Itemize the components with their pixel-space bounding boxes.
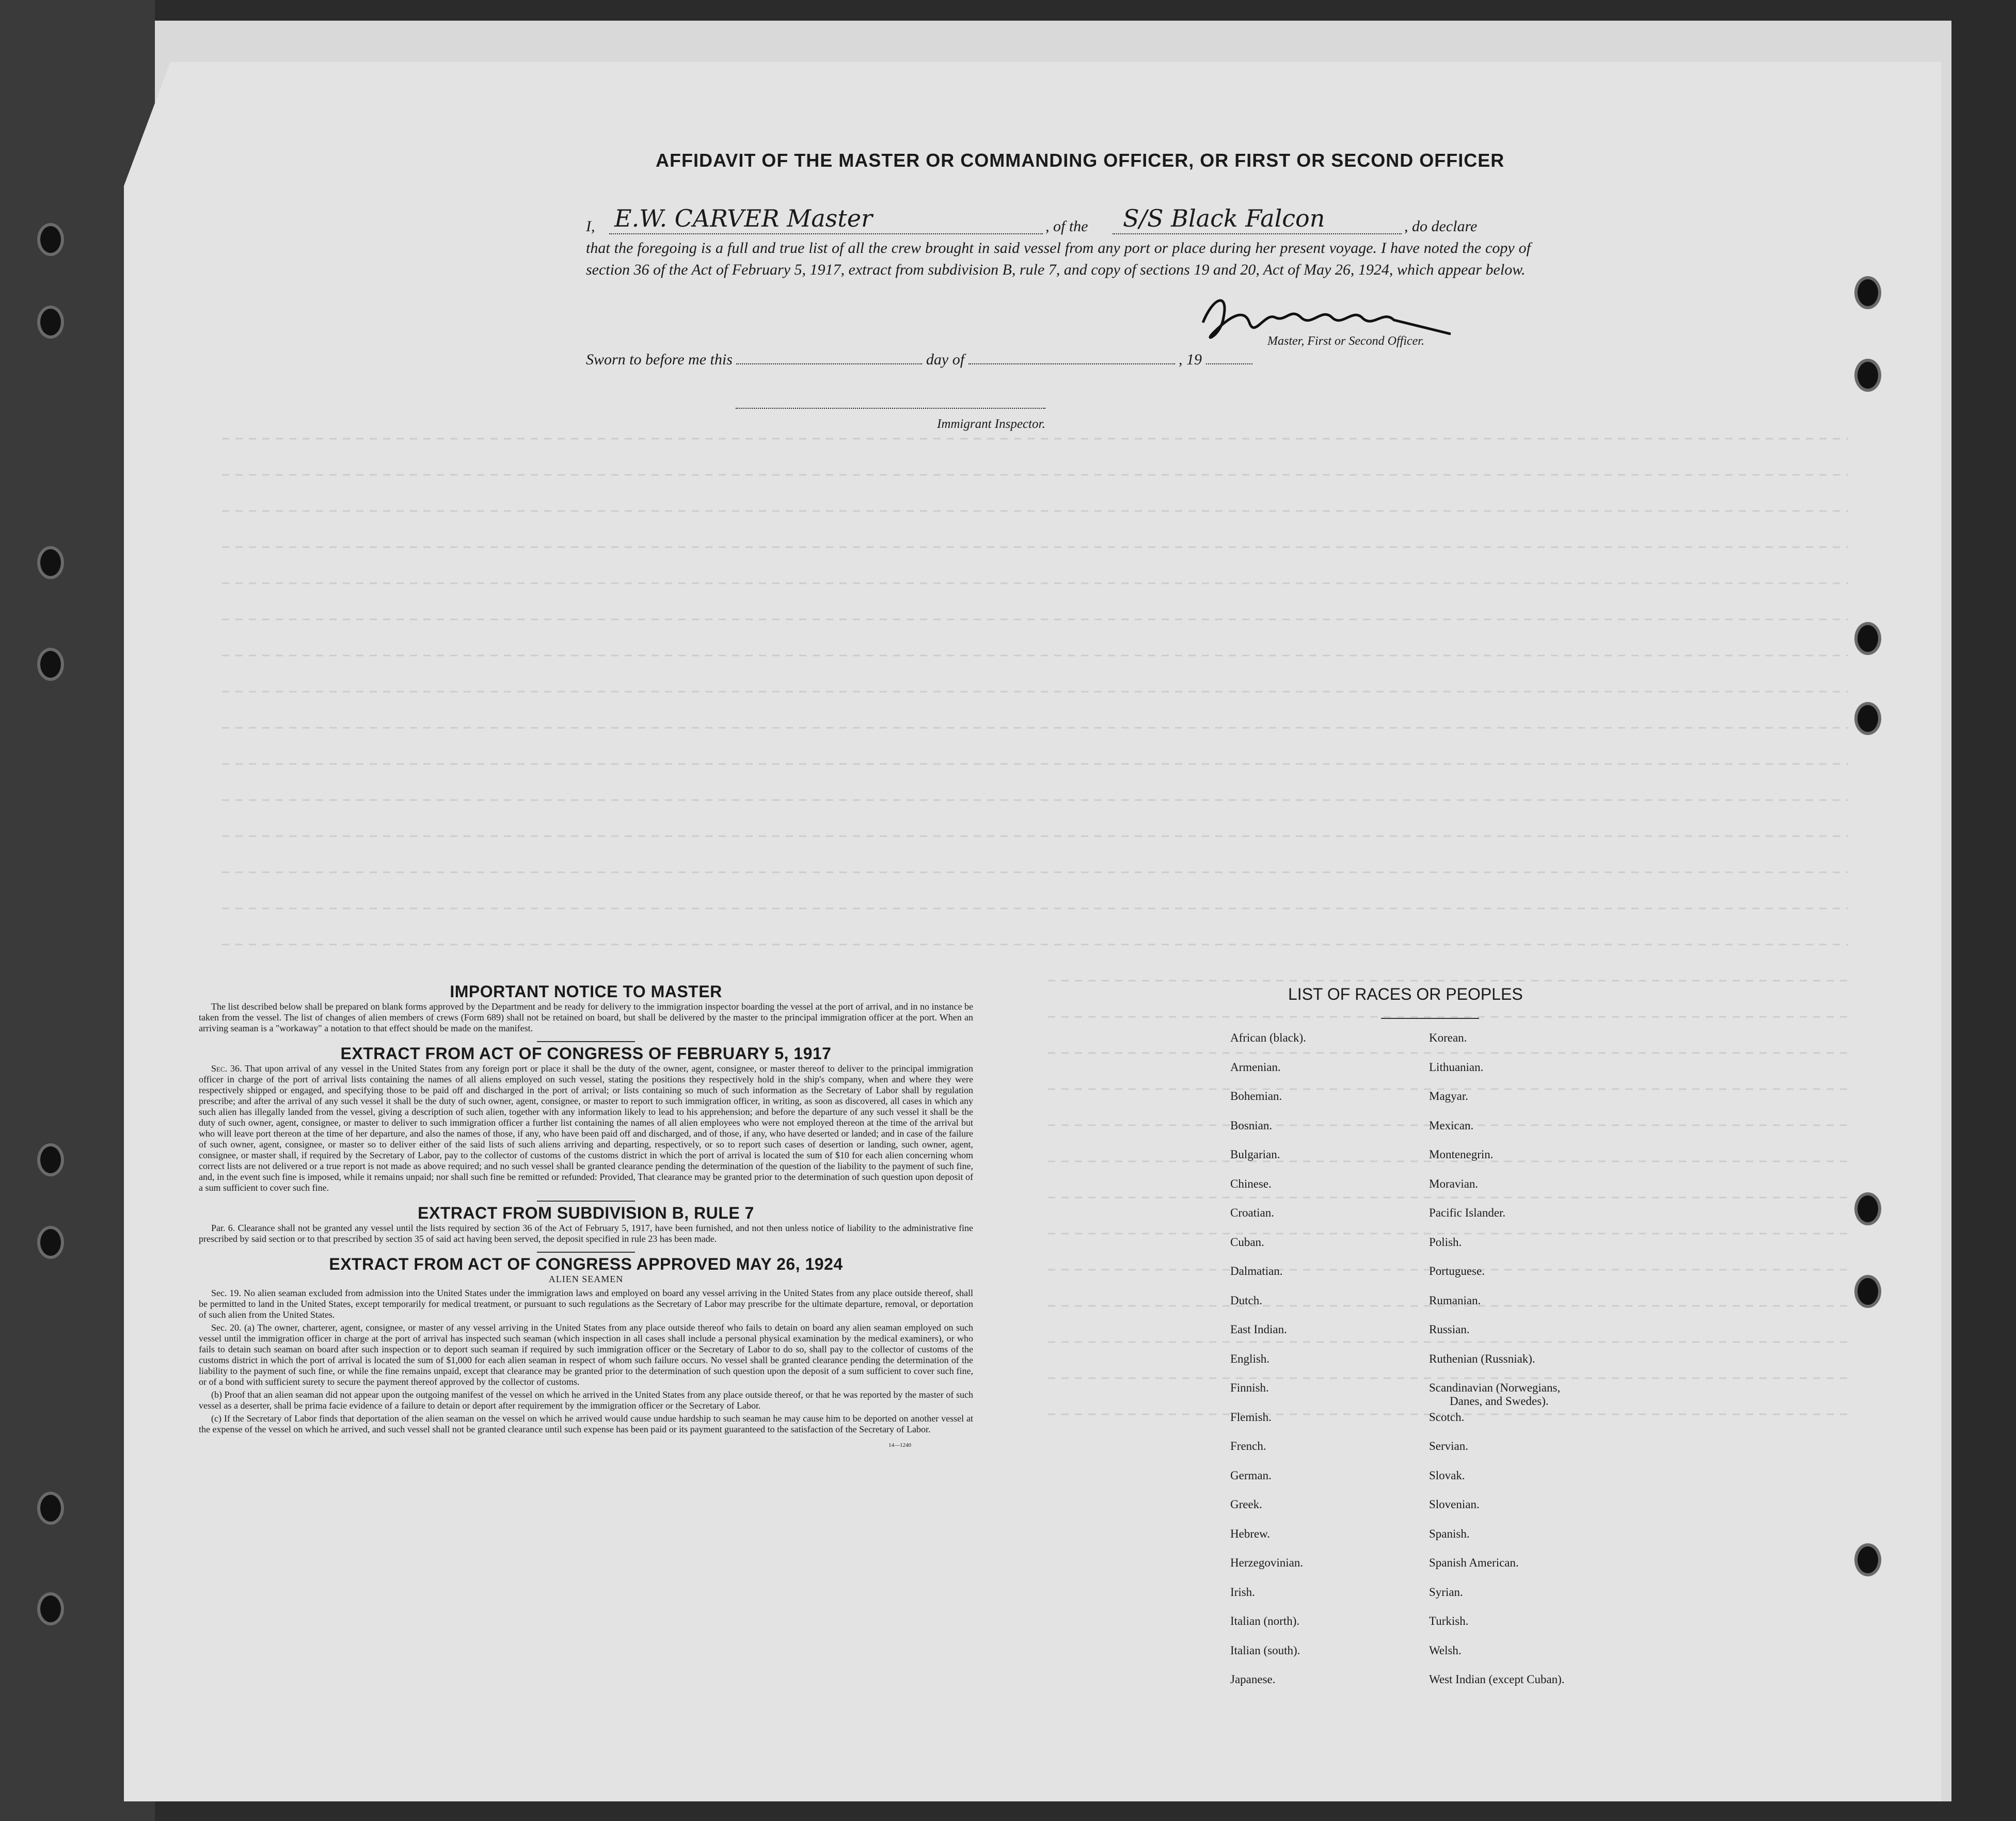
race-item: Bohemian. bbox=[1230, 1090, 1282, 1103]
binder-hole bbox=[1854, 359, 1881, 392]
affidavit-body: that the foregoing is a full and true list of all the crew brought in said vessel from any port or place during her present voyage. I have noted the copy of section 36 of the Act of February 5, 1917, extract from subdivision B, rule 7, and copy of sections 19 and 20, Act of May 26, 1924, which appear below. bbox=[586, 239, 1531, 278]
act-1917-paragraph bbox=[199, 1063, 973, 1193]
race-item: Slovak. bbox=[1429, 1468, 1465, 1482]
race-item: Cuban. bbox=[1230, 1235, 1264, 1249]
race-item: Herzegovinian. bbox=[1230, 1556, 1304, 1569]
affidavit-block bbox=[586, 204, 1531, 281]
race-item: French. bbox=[1230, 1440, 1266, 1452]
race-item: West Indian (except Cuban). bbox=[1429, 1673, 1565, 1686]
race-item: Finnish. bbox=[1230, 1381, 1269, 1394]
act-1917-heading: EXTRACT FROM ACT OF CONGRESS OF FEBRUARY 5, 1917 bbox=[340, 1044, 832, 1063]
race-item: Hebrew. bbox=[1230, 1527, 1271, 1540]
race-item: Russian. bbox=[1429, 1323, 1470, 1336]
vessel-name-handwritten: S/S Black Falcon bbox=[1123, 204, 1325, 232]
legal-notices bbox=[199, 983, 973, 1451]
section-36-label: Sec. 36. bbox=[211, 1063, 242, 1074]
race-item: Greek. bbox=[1230, 1498, 1262, 1511]
sworn-line bbox=[586, 351, 1252, 369]
race-item: Flemish. bbox=[1230, 1410, 1272, 1424]
alien-seamen-subheading: ALIEN SEAMEN bbox=[548, 1274, 624, 1284]
affidavit-title: AFFIDAVIT OF THE MASTER OR COMMANDING OFFICER, OR FIRST OR SECOND OFFICER bbox=[656, 150, 1505, 171]
race-item: Spanish American. bbox=[1429, 1556, 1519, 1569]
binder-hole bbox=[1854, 276, 1881, 309]
section-36-text: That upon arrival of any vessel in the United States from any foreign port or place it shall be the duty of the owner, agent, consignee, or master thereof to deliver to the principal immigration officer in charge of the port of arrival lists containing the names of all aliens employed on such vessel, stating the positions they respectively hold in the ship's company, when and where they were respectively shipped or engaged, and specifying those to be paid off and discharged in the port of arrival; or lists containing so much of such information as the Secretary of Labor shall by regulation prescribe; and after the arrival of any such vessel it shall be the duty of such owner, agent, consignee, or master to report to such immigration officer, in writing, as soon as discovered, all cases in which any such alien has illegally landed from the vessel, giving a description of such alien, together with any information likely to lead to his apprehension; and before the departure of any such vessel it shall be the duty of such owner, agent, consignee, or master to deliver to such immigration officer a further list containing the names of all alien employees who were not employed thereon at the time of the arrival but who will leave port thereon at the time of her departure, and also the names of those, if any, who have been paid off and discharged, and of those, if any, who have deserted or landed; and in case of the failure of such owner, agent, consignee, or master so to deliver either of the said lists of such aliens arriving and departing, respectively, or so to report such cases of desertion or landing, such owner, agent, consignee, or master shall, if required by the Secretary of Labor, pay to the collector of customs of the customs district in which the port of arrival is located the sum of $10 for each alien concerning whom correct lists are not delivered or a true report is not made as above required; and no such vessel shall be granted clearance pending the determination of the question of the liability to the payment of such fine, and, in the event such fine is imposed, while it remains unpaid; nor shall such fine be remitted or refunded: Provided, That clearance may be granted prior to the determination of such question upon deposit of a sum sufficient to cover such fine. bbox=[199, 1063, 973, 1193]
divider bbox=[537, 1201, 635, 1202]
inspector-caption: Immigrant Inspector. bbox=[937, 417, 1045, 431]
inspector-signature-line bbox=[736, 408, 1045, 409]
binder-hole bbox=[37, 1492, 64, 1525]
race-item: Pacific Islander. bbox=[1429, 1206, 1506, 1219]
i-label: I, bbox=[586, 218, 595, 235]
binder-hole bbox=[37, 223, 64, 256]
race-item: African (black). bbox=[1230, 1031, 1306, 1044]
year-blank bbox=[1206, 363, 1252, 364]
sworn-blank bbox=[736, 363, 922, 364]
divider bbox=[537, 1252, 635, 1253]
race-item: Lithuanian. bbox=[1429, 1060, 1484, 1074]
binder-hole bbox=[37, 1226, 64, 1259]
notice-paragraph: The list described below shall be prepared on blank forms approved by the Department and be ready for delivery to the immigration inspector boarding the vessel at the port of arrival, and in no instance be taken from the vessel. The list of changes of alien members of crews (Form 689) shall not be retained on board, but shall be delivered by the master to the principal immigration officer at the port. When an arriving seaman is a "workaway" a notation to that effect should be made on the manifest. bbox=[199, 1001, 973, 1033]
race-item: Croatian. bbox=[1230, 1206, 1274, 1219]
day-blank bbox=[969, 363, 1175, 364]
race-item: Italian (north). bbox=[1230, 1615, 1300, 1627]
signature-caption: Master, First or Second Officer. bbox=[1267, 334, 1424, 348]
race-item: Ruthenian (Russniak). bbox=[1429, 1352, 1535, 1365]
races-heading: LIST OF RACES OR PEOPLES bbox=[1288, 985, 1523, 1003]
declare-label: , do declare bbox=[1404, 218, 1478, 235]
binder-hole bbox=[1854, 1543, 1881, 1576]
notice-heading: IMPORTANT NOTICE TO MASTER bbox=[450, 982, 722, 1001]
race-item: Dalmatian. bbox=[1230, 1265, 1283, 1277]
race-item: Servian. bbox=[1429, 1440, 1469, 1452]
races-right-column bbox=[1429, 1031, 1565, 1702]
race-item: Scandinavian (Norwegians, bbox=[1429, 1381, 1561, 1394]
race-item: German. bbox=[1230, 1468, 1272, 1482]
races-divider bbox=[1381, 1018, 1479, 1019]
race-item: Polish. bbox=[1429, 1235, 1462, 1249]
races-left-column bbox=[1230, 1031, 1306, 1702]
rule-7-paragraph: Par. 6. Clearance shall not be granted any vessel until the lists required by section 36 of the Act of February 5, 1917, have been furnished, and not then unless notice of liability to the administrative fine prescribed by said section or to that prescribed by section 35 of said act having been served, the deposit specified in rule 23 has been made. bbox=[199, 1223, 973, 1244]
race-item: Chinese. bbox=[1230, 1177, 1272, 1190]
race-item-continuation: Danes, and Swedes). bbox=[1450, 1395, 1549, 1408]
master-name-handwritten: E.W. CARVER Master bbox=[614, 204, 872, 232]
race-item: Scotch. bbox=[1429, 1410, 1465, 1424]
rule-7-heading: EXTRACT FROM SUBDIVISION B, RULE 7 bbox=[418, 1204, 754, 1222]
affidavit-declaration-line bbox=[586, 204, 1531, 237]
race-item-scandinavian bbox=[1429, 1381, 1565, 1411]
race-item: Italian (south). bbox=[1230, 1643, 1300, 1657]
section-19-paragraph: Sec. 19. No alien seaman excluded from admission into the United States under the immigration laws and employed on board any vessel arriving in the United States from any place outside thereof, shall be permitted to land in the United States, except temporarily for medical treatment, or pursuant to such regulations as the Secretary of Labor may prescribe for the ultimate departure, removal, or deportation of such alien from the United States. bbox=[199, 1288, 973, 1320]
race-item: Montenegrin. bbox=[1429, 1148, 1494, 1161]
race-item: Irish. bbox=[1230, 1585, 1255, 1599]
race-item: East Indian. bbox=[1230, 1323, 1287, 1336]
race-item: Portuguese. bbox=[1429, 1265, 1485, 1277]
binder-hole bbox=[37, 546, 64, 579]
race-item: Bulgarian. bbox=[1230, 1148, 1280, 1161]
section-20a-paragraph: Sec. 20. (a) The owner, charterer, agent, consignee, or master of any vessel arriving in the United States from any place outside thereof who fails to detain on board any alien seaman employed on such vessel until the immigration officer in charge at the port of arrival has inspected such seaman (which inspection in all cases shall include a personal physical examination by the medical examiners), or who fails to detain such seaman on board after such inspection or to deport such seaman if required by such immigration officer or the Secretary of Labor to do so, shall pay to the collector of customs of the customs district in which the port of arrival is located the sum of $1,000 for each alien seaman in respect of whom such failure occurs. No vessel shall be granted clearance pending the determination of the liability to the payment of such fine, or while the fine remains unpaid, except that clearance may be granted prior to the determination of such question upon the deposit of a sum sufficient to cover such fine, or of a bond with sufficient surety to secure the payment thereof approved by the collector of customs. bbox=[199, 1322, 973, 1387]
binder-hole bbox=[37, 648, 64, 681]
vessel-underline bbox=[1113, 233, 1402, 234]
race-item: Rumanian. bbox=[1429, 1293, 1481, 1307]
binder-hole bbox=[37, 1143, 64, 1176]
race-item: Korean. bbox=[1429, 1031, 1467, 1044]
name-underline bbox=[609, 233, 1043, 234]
day-of-label: day of bbox=[926, 351, 965, 368]
race-item: Syrian. bbox=[1429, 1585, 1463, 1599]
binder-hole bbox=[37, 306, 64, 339]
race-item: Slovenian. bbox=[1429, 1498, 1480, 1511]
section-20c-paragraph: (c) If the Secretary of Labor finds that deportation of the alien seaman on the vessel on which he arrived would cause undue hardship to such seaman he may cause him to be deported on another vessel at the expense of the vessel on which he arrived, and such vessel shall not be granted clearance until such expense has been paid or its payment guaranteed to the satisfaction of the Secretary of Labor. bbox=[199, 1413, 973, 1434]
race-item: English. bbox=[1230, 1352, 1270, 1365]
race-item: Spanish. bbox=[1429, 1527, 1470, 1540]
year-label: , 19 bbox=[1179, 351, 1202, 368]
race-item: Japanese. bbox=[1230, 1673, 1276, 1686]
section-20b-paragraph: (b) Proof that an alien seaman did not appear upon the outgoing manifest of the vessel on which he arrived in the United States from any place outside thereof, or that he was reported by the master of such vessel as a deserter, shall be prima facie evidence of a failure to detain or deport after requirement by the immigration officer or the Secretary of Labor. bbox=[199, 1389, 973, 1411]
of-the-label: , of the bbox=[1045, 218, 1088, 235]
race-item: Turkish. bbox=[1429, 1615, 1469, 1627]
race-item: Moravian. bbox=[1429, 1177, 1479, 1190]
race-item: Armenian. bbox=[1230, 1060, 1281, 1074]
race-item: Bosnian. bbox=[1230, 1119, 1273, 1132]
binder-hole bbox=[37, 1592, 64, 1625]
race-item: Dutch. bbox=[1230, 1293, 1262, 1307]
sworn-label: Sworn to before me this bbox=[586, 351, 733, 368]
race-item: Mexican. bbox=[1429, 1119, 1474, 1132]
race-item: Welsh. bbox=[1429, 1643, 1462, 1657]
form-number: 14—1240 bbox=[888, 1442, 911, 1448]
race-item: Magyar. bbox=[1429, 1090, 1469, 1103]
divider bbox=[537, 1041, 635, 1042]
act-1924-heading: EXTRACT FROM ACT OF CONGRESS APPROVED MAY 26, 1924 bbox=[329, 1255, 843, 1273]
